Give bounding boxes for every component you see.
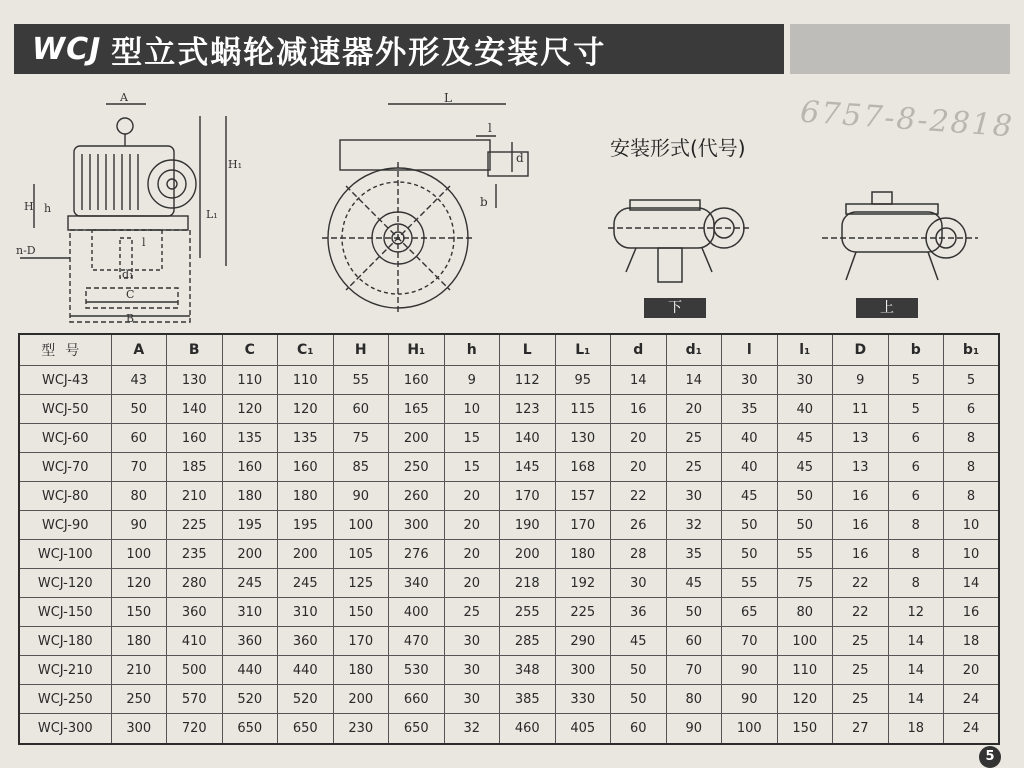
table-row bbox=[19, 714, 999, 744]
table-cell-model: WCJ-70 bbox=[19, 453, 111, 482]
table-cell: 14 bbox=[888, 656, 944, 685]
table-cell: 43 bbox=[111, 366, 167, 395]
table-cell: 8 bbox=[888, 511, 944, 540]
table-cell: 45 bbox=[722, 482, 778, 511]
handwritten-note: 6757-8-2818 bbox=[799, 94, 1016, 145]
table-cell: 40 bbox=[722, 453, 778, 482]
table-cell: 180 bbox=[555, 540, 611, 569]
table-cell: 9 bbox=[833, 366, 889, 395]
table-cell: 26 bbox=[611, 511, 667, 540]
column-header: H₁ bbox=[389, 334, 445, 366]
table-cell: 170 bbox=[555, 511, 611, 540]
table-cell: 100 bbox=[111, 540, 167, 569]
table-cell: 24 bbox=[944, 714, 1000, 744]
table-cell: 25 bbox=[444, 598, 500, 627]
table-cell: 55 bbox=[333, 366, 389, 395]
table-cell: 160 bbox=[389, 366, 445, 395]
side-dim-label-d: d bbox=[516, 151, 524, 165]
table-cell: 50 bbox=[722, 511, 778, 540]
table-cell: 180 bbox=[111, 627, 167, 656]
table-cell: 25 bbox=[666, 424, 722, 453]
table-cell: 18 bbox=[888, 714, 944, 744]
table-cell: 245 bbox=[222, 569, 278, 598]
table-cell: 230 bbox=[333, 714, 389, 744]
table-cell: 50 bbox=[777, 482, 833, 511]
table-cell: 160 bbox=[167, 424, 223, 453]
table-cell: 14 bbox=[888, 685, 944, 714]
table-cell: 100 bbox=[722, 714, 778, 744]
table-cell: 10 bbox=[444, 395, 500, 424]
table-row bbox=[19, 540, 999, 569]
table-cell: 125 bbox=[333, 569, 389, 598]
title-model: WCJ bbox=[32, 31, 102, 67]
table-body bbox=[19, 366, 999, 745]
table-cell: 500 bbox=[167, 656, 223, 685]
table-cell: 24 bbox=[944, 685, 1000, 714]
table-cell: 50 bbox=[111, 395, 167, 424]
table-cell: 14 bbox=[666, 366, 722, 395]
table-cell: 112 bbox=[500, 366, 556, 395]
table-row bbox=[19, 569, 999, 598]
title-text: 型立式蜗轮减速器外形及安装尺寸 bbox=[111, 34, 607, 71]
table-cell: 90 bbox=[722, 685, 778, 714]
table-cell: 20 bbox=[666, 395, 722, 424]
table-cell: 80 bbox=[111, 482, 167, 511]
table-cell: 60 bbox=[611, 714, 667, 744]
table-cell: 45 bbox=[777, 424, 833, 453]
table-cell: 20 bbox=[444, 540, 500, 569]
table-cell: 105 bbox=[333, 540, 389, 569]
table-cell: 250 bbox=[389, 453, 445, 482]
table-cell: 285 bbox=[500, 627, 556, 656]
table-cell: 32 bbox=[666, 511, 722, 540]
table-cell: 20 bbox=[444, 511, 500, 540]
table-row bbox=[19, 511, 999, 540]
table-cell: 218 bbox=[500, 569, 556, 598]
table-cell-model: WCJ-43 bbox=[19, 366, 111, 395]
table-cell: 160 bbox=[222, 453, 278, 482]
table-cell: 150 bbox=[333, 598, 389, 627]
table-cell: 250 bbox=[111, 685, 167, 714]
table-cell: 400 bbox=[389, 598, 445, 627]
table-cell: 75 bbox=[777, 569, 833, 598]
table-cell: 70 bbox=[111, 453, 167, 482]
table-cell: 110 bbox=[777, 656, 833, 685]
table-cell: 135 bbox=[222, 424, 278, 453]
table-cell: 180 bbox=[222, 482, 278, 511]
table-cell: 660 bbox=[389, 685, 445, 714]
column-header: d₁ bbox=[666, 334, 722, 366]
table-cell: 210 bbox=[111, 656, 167, 685]
table-cell: 245 bbox=[278, 569, 334, 598]
table-cell: 195 bbox=[222, 511, 278, 540]
table-cell: 35 bbox=[666, 540, 722, 569]
table-cell: 30 bbox=[444, 656, 500, 685]
table-cell: 720 bbox=[167, 714, 223, 744]
table-cell: 195 bbox=[278, 511, 334, 540]
table-cell: 255 bbox=[500, 598, 556, 627]
table-cell: 8 bbox=[888, 569, 944, 598]
column-header: L₁ bbox=[555, 334, 611, 366]
table-cell: 160 bbox=[278, 453, 334, 482]
table-cell: 30 bbox=[777, 366, 833, 395]
bleed-through-bar bbox=[790, 24, 1010, 74]
column-header: A bbox=[111, 334, 167, 366]
table-cell: 440 bbox=[222, 656, 278, 685]
table-cell: 85 bbox=[333, 453, 389, 482]
table-row bbox=[19, 598, 999, 627]
table-cell: 11 bbox=[833, 395, 889, 424]
table-cell: 75 bbox=[333, 424, 389, 453]
table-cell: 20 bbox=[444, 569, 500, 598]
table-cell: 200 bbox=[333, 685, 389, 714]
table-cell: 110 bbox=[278, 366, 334, 395]
table-cell: 10 bbox=[944, 511, 1000, 540]
table-cell: 276 bbox=[389, 540, 445, 569]
table-cell: 25 bbox=[666, 453, 722, 482]
table-cell: 14 bbox=[888, 627, 944, 656]
table-cell: 170 bbox=[500, 482, 556, 511]
table-cell-model: WCJ-120 bbox=[19, 569, 111, 598]
table-cell-model: WCJ-180 bbox=[19, 627, 111, 656]
table-cell: 200 bbox=[278, 540, 334, 569]
table-cell: 140 bbox=[500, 424, 556, 453]
table-cell: 150 bbox=[777, 714, 833, 744]
column-header: B bbox=[167, 334, 223, 366]
table-cell: 650 bbox=[222, 714, 278, 744]
table-cell: 40 bbox=[777, 395, 833, 424]
table-cell: 210 bbox=[167, 482, 223, 511]
table-cell: 15 bbox=[444, 453, 500, 482]
table-cell: 14 bbox=[611, 366, 667, 395]
table-cell: 25 bbox=[833, 685, 889, 714]
table-cell: 16 bbox=[833, 511, 889, 540]
table-cell: 300 bbox=[389, 511, 445, 540]
front-view-drawing bbox=[14, 88, 254, 328]
table-cell: 10 bbox=[944, 540, 1000, 569]
table-cell: 460 bbox=[500, 714, 556, 744]
table-cell-model: WCJ-150 bbox=[19, 598, 111, 627]
table-cell: 360 bbox=[278, 627, 334, 656]
dim-label-nd: n-D bbox=[16, 244, 36, 257]
table-cell: 360 bbox=[167, 598, 223, 627]
table-cell: 20 bbox=[611, 424, 667, 453]
table-cell: 5 bbox=[944, 366, 1000, 395]
table-cell: 130 bbox=[167, 366, 223, 395]
table-cell-model: WCJ-90 bbox=[19, 511, 111, 540]
table-cell: 440 bbox=[278, 656, 334, 685]
table-cell: 45 bbox=[666, 569, 722, 598]
table-cell: 6 bbox=[944, 395, 1000, 424]
mount-label-upper: 上 bbox=[856, 298, 918, 318]
table-cell: 30 bbox=[444, 627, 500, 656]
table-cell: 16 bbox=[833, 482, 889, 511]
column-header: D bbox=[833, 334, 889, 366]
table-cell: 90 bbox=[666, 714, 722, 744]
table-cell: 165 bbox=[389, 395, 445, 424]
table-cell: 150 bbox=[111, 598, 167, 627]
table-cell: 570 bbox=[167, 685, 223, 714]
table-row bbox=[19, 424, 999, 453]
dim-label-c: C bbox=[126, 288, 135, 301]
column-header: b₁ bbox=[944, 334, 1000, 366]
column-header: b bbox=[888, 334, 944, 366]
table-cell: 28 bbox=[611, 540, 667, 569]
column-header: C₁ bbox=[278, 334, 334, 366]
column-header: d bbox=[611, 334, 667, 366]
mounting-title: 安装形式(代号) bbox=[610, 136, 746, 160]
table-cell: 145 bbox=[500, 453, 556, 482]
table-cell-model: WCJ-50 bbox=[19, 395, 111, 424]
table-cell: 90 bbox=[333, 482, 389, 511]
page-title bbox=[14, 24, 784, 74]
table-cell: 22 bbox=[833, 569, 889, 598]
table-cell: 90 bbox=[722, 656, 778, 685]
table-cell: 60 bbox=[111, 424, 167, 453]
table-cell: 8 bbox=[944, 424, 1000, 453]
table-cell: 120 bbox=[777, 685, 833, 714]
column-header: H bbox=[333, 334, 389, 366]
table-cell: 22 bbox=[611, 482, 667, 511]
table-cell: 5 bbox=[888, 366, 944, 395]
table-cell: 190 bbox=[500, 511, 556, 540]
side-dim-label-l: L bbox=[444, 91, 452, 105]
table-cell: 530 bbox=[389, 656, 445, 685]
table-cell: 20 bbox=[444, 482, 500, 511]
table-cell-model: WCJ-210 bbox=[19, 656, 111, 685]
dim-label-small-h: h bbox=[44, 202, 52, 215]
table-cell: 120 bbox=[111, 569, 167, 598]
table-cell: 140 bbox=[167, 395, 223, 424]
table-row bbox=[19, 627, 999, 656]
table-cell: 110 bbox=[222, 366, 278, 395]
table-row bbox=[19, 453, 999, 482]
column-header: C bbox=[222, 334, 278, 366]
table-row bbox=[19, 656, 999, 685]
table-cell: 6 bbox=[888, 453, 944, 482]
table-cell: 16 bbox=[833, 540, 889, 569]
table-cell: 50 bbox=[611, 685, 667, 714]
dim-label-b: B bbox=[126, 312, 135, 325]
table-cell: 16 bbox=[944, 598, 1000, 627]
table-cell: 192 bbox=[555, 569, 611, 598]
table-cell: 36 bbox=[611, 598, 667, 627]
table-cell: 200 bbox=[500, 540, 556, 569]
table-cell: 15 bbox=[444, 424, 500, 453]
table-cell: 16 bbox=[611, 395, 667, 424]
table-cell-model: WCJ-100 bbox=[19, 540, 111, 569]
table-cell: 5 bbox=[888, 395, 944, 424]
side-dim-label-b: b bbox=[480, 195, 488, 209]
table-cell: 100 bbox=[777, 627, 833, 656]
table-cell: 650 bbox=[278, 714, 334, 744]
column-header: l bbox=[722, 334, 778, 366]
table-cell: 50 bbox=[722, 540, 778, 569]
table-cell: 520 bbox=[278, 685, 334, 714]
dim-label-l: l bbox=[142, 236, 146, 249]
side-view-drawing bbox=[316, 88, 546, 328]
table-cell: 20 bbox=[944, 656, 1000, 685]
table-cell: 14 bbox=[944, 569, 1000, 598]
table-cell: 330 bbox=[555, 685, 611, 714]
table-cell: 225 bbox=[167, 511, 223, 540]
table-cell: 310 bbox=[222, 598, 278, 627]
side-dim-label-small-l: l bbox=[488, 121, 492, 135]
table-cell: 348 bbox=[500, 656, 556, 685]
table-cell: 90 bbox=[111, 511, 167, 540]
table-cell: 70 bbox=[722, 627, 778, 656]
table-cell: 13 bbox=[833, 424, 889, 453]
table-cell: 410 bbox=[167, 627, 223, 656]
column-header: l₁ bbox=[777, 334, 833, 366]
table-cell: 115 bbox=[555, 395, 611, 424]
table-cell: 95 bbox=[555, 366, 611, 395]
mounting-type-upper-drawing bbox=[820, 190, 980, 290]
mount-label-lower: 下 bbox=[644, 298, 706, 318]
table-cell: 470 bbox=[389, 627, 445, 656]
table-cell: 120 bbox=[222, 395, 278, 424]
table-cell: 170 bbox=[333, 627, 389, 656]
table-cell: 340 bbox=[389, 569, 445, 598]
table-cell-model: WCJ-250 bbox=[19, 685, 111, 714]
table-cell: 20 bbox=[611, 453, 667, 482]
table-cell: 60 bbox=[666, 627, 722, 656]
table-cell: 12 bbox=[888, 598, 944, 627]
table-cell: 6 bbox=[888, 424, 944, 453]
table-cell: 18 bbox=[944, 627, 1000, 656]
table-cell: 35 bbox=[722, 395, 778, 424]
table-cell: 70 bbox=[666, 656, 722, 685]
table-cell: 180 bbox=[278, 482, 334, 511]
page-number: 5 bbox=[979, 746, 1001, 768]
table-cell: 80 bbox=[777, 598, 833, 627]
table-row bbox=[19, 366, 999, 395]
table-cell: 30 bbox=[722, 366, 778, 395]
table-cell: 80 bbox=[666, 685, 722, 714]
table-cell: 520 bbox=[222, 685, 278, 714]
table-cell: 9 bbox=[444, 366, 500, 395]
table-cell: 310 bbox=[278, 598, 334, 627]
dim-label-h1: H₁ bbox=[228, 158, 243, 171]
table-cell: 123 bbox=[500, 395, 556, 424]
column-header: L bbox=[500, 334, 556, 366]
table-cell: 120 bbox=[278, 395, 334, 424]
mounting-type-lower-drawing bbox=[606, 190, 756, 290]
table-cell: 30 bbox=[611, 569, 667, 598]
table-cell: 25 bbox=[833, 627, 889, 656]
column-header-model: 型号 bbox=[19, 334, 111, 366]
table-cell: 385 bbox=[500, 685, 556, 714]
table-cell: 168 bbox=[555, 453, 611, 482]
table-cell: 360 bbox=[222, 627, 278, 656]
table-cell: 55 bbox=[777, 540, 833, 569]
table-cell: 25 bbox=[833, 656, 889, 685]
table-row bbox=[19, 482, 999, 511]
table-cell: 50 bbox=[777, 511, 833, 540]
dimension-table bbox=[18, 333, 1000, 745]
table-cell: 405 bbox=[555, 714, 611, 744]
table-cell: 290 bbox=[555, 627, 611, 656]
table-cell: 200 bbox=[389, 424, 445, 453]
table-cell: 8 bbox=[888, 540, 944, 569]
table-cell: 40 bbox=[722, 424, 778, 453]
table-cell: 157 bbox=[555, 482, 611, 511]
dim-label-l1: L₁ bbox=[206, 208, 218, 221]
table-cell: 200 bbox=[222, 540, 278, 569]
table-cell: 235 bbox=[167, 540, 223, 569]
table-header-row bbox=[19, 334, 999, 366]
table-cell: 30 bbox=[666, 482, 722, 511]
column-header: h bbox=[444, 334, 500, 366]
table-cell: 55 bbox=[722, 569, 778, 598]
table-cell: 32 bbox=[444, 714, 500, 744]
table-cell: 6 bbox=[888, 482, 944, 511]
table-cell-model: WCJ-300 bbox=[19, 714, 111, 744]
table-cell: 300 bbox=[111, 714, 167, 744]
table-cell: 60 bbox=[333, 395, 389, 424]
table-cell: 13 bbox=[833, 453, 889, 482]
table-cell: 50 bbox=[611, 656, 667, 685]
table-cell: 8 bbox=[944, 482, 1000, 511]
table-cell: 27 bbox=[833, 714, 889, 744]
table-cell-model: WCJ-60 bbox=[19, 424, 111, 453]
table-cell: 100 bbox=[333, 511, 389, 540]
table-cell: 130 bbox=[555, 424, 611, 453]
table-cell: 22 bbox=[833, 598, 889, 627]
table-cell-model: WCJ-80 bbox=[19, 482, 111, 511]
table-cell: 30 bbox=[444, 685, 500, 714]
table-cell: 650 bbox=[389, 714, 445, 744]
table-cell: 135 bbox=[278, 424, 334, 453]
table-cell: 185 bbox=[167, 453, 223, 482]
table-cell: 260 bbox=[389, 482, 445, 511]
dim-label-a: A bbox=[120, 91, 128, 104]
dim-label-d1: d₁ bbox=[122, 268, 134, 281]
table-cell: 225 bbox=[555, 598, 611, 627]
table-cell: 50 bbox=[666, 598, 722, 627]
table-cell: 300 bbox=[555, 656, 611, 685]
table-cell: 280 bbox=[167, 569, 223, 598]
table-cell: 180 bbox=[333, 656, 389, 685]
dim-label-h: H bbox=[24, 200, 34, 213]
table-cell: 45 bbox=[777, 453, 833, 482]
table-cell: 8 bbox=[944, 453, 1000, 482]
table-cell: 45 bbox=[611, 627, 667, 656]
table-row bbox=[19, 685, 999, 714]
table-cell: 65 bbox=[722, 598, 778, 627]
table-row bbox=[19, 395, 999, 424]
